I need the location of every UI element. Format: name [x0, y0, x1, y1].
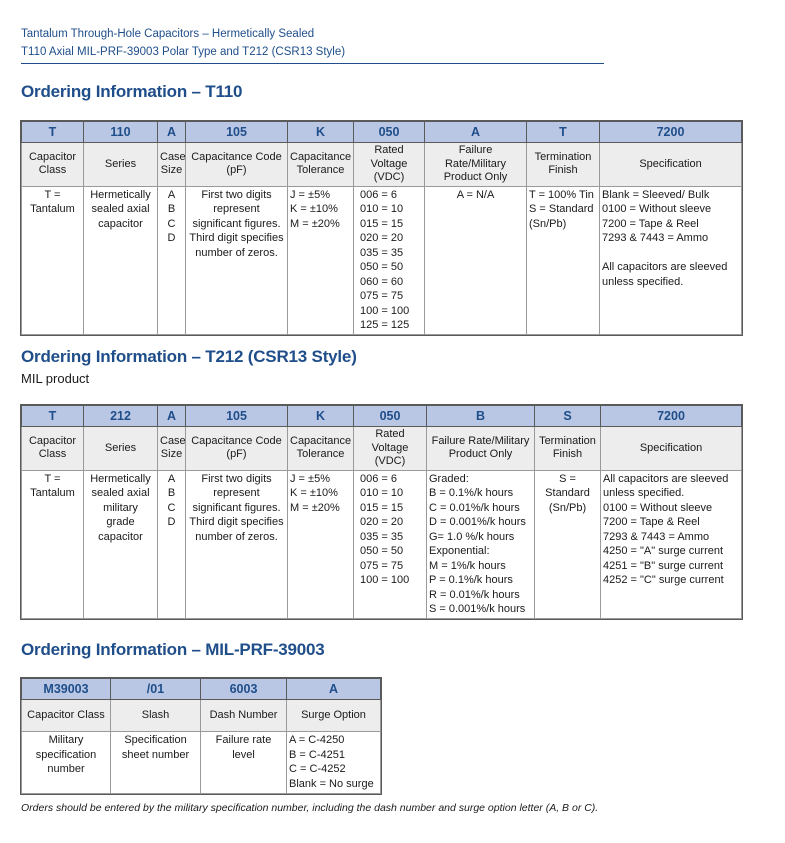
t110-code-termination: T: [527, 122, 600, 143]
t110-code-voltage: 050: [354, 122, 425, 143]
mil-names-row: [22, 700, 381, 732]
mil-val-slash: Specification sheet number: [111, 732, 201, 794]
t110-values-row: [22, 186, 742, 334]
t212-code-specification: 7200: [601, 406, 742, 427]
t110-ordering-table: [21, 121, 742, 335]
t110-val-case: A B C D: [158, 186, 186, 334]
t110-val-specification: Blank = Sleeved/ Bulk 0100 = Without sleeve 7200 = Tape & Reel 7293 & 7443 = Ammo All capacitors are sleeved unless specified.: [600, 186, 742, 334]
t110-name-termination: Termination Finish: [527, 143, 600, 187]
t212-code-failure-rate: B: [427, 406, 535, 427]
t110-name-failure-rate: Failure Rate/Military Product Only: [425, 143, 527, 187]
mil-code-class: M39003: [22, 679, 111, 700]
t110-code-row: [22, 122, 742, 143]
t110-code-case: A: [158, 122, 186, 143]
mil-name-surge: Surge Option: [287, 700, 381, 732]
mil-section-title: Ordering Information – MIL-PRF-39003: [21, 640, 325, 659]
t212-name-failure-rate: Failure Rate/Military Product Only: [427, 427, 535, 471]
t110-val-failure-rate: A = N/A: [425, 186, 527, 334]
t212-ordering-table: [21, 405, 742, 619]
t110-val-termination: T = 100% Tin S = Standard (Sn/Pb): [527, 186, 600, 334]
mil-code-dash: 6003: [201, 679, 287, 700]
t110-names-row: [22, 143, 742, 187]
header-divider: [21, 63, 604, 64]
t110-code-series: 110: [84, 122, 158, 143]
t110-code-class: T: [22, 122, 84, 143]
mil-name-dash: Dash Number: [201, 700, 287, 732]
mil-val-surge: A = C-4250 B = C-4251 C = C-4252 Blank = No surge: [287, 732, 381, 794]
t110-val-class: T = Tantalum: [22, 186, 84, 334]
t212-val-class: T = Tantalum: [22, 470, 84, 618]
t110-code-specification: 7200: [600, 122, 742, 143]
t212-names-row: [22, 427, 742, 471]
mil-ordering-table: [21, 678, 381, 794]
t212-code-capacitance: 105: [186, 406, 288, 427]
t212-code-termination: S: [535, 406, 601, 427]
t212-values-row: [22, 470, 742, 618]
t212-code-series: 212: [84, 406, 158, 427]
mil-code-row: [22, 679, 381, 700]
t110-val-tolerance: J = ±5% K = ±10% M = ±20%: [288, 186, 354, 334]
t110-name-voltage: Rated Voltage (VDC): [354, 143, 425, 187]
t110-val-voltage: 006 = 6 010 = 10 015 = 15 020 = 20 035 = 35 050 = 50 060 = 60 075 = 75 100 = 100 125 = 125: [354, 186, 425, 334]
t212-val-case: A B C D: [158, 470, 186, 618]
t212-val-series: Hermetically sealed axial military grade capacitor: [84, 470, 158, 618]
t110-val-series: Hermetically sealed axial capacitor: [84, 186, 158, 334]
t212-name-voltage: Rated Voltage (VDC): [354, 427, 427, 471]
t110-name-case: Case Size: [158, 143, 186, 187]
t212-val-voltage: 006 = 6 010 = 10 015 = 15 020 = 20 035 = 35 050 = 50 075 = 75 100 = 100: [354, 470, 427, 618]
t110-name-capacitance: Capacitance Code (pF): [186, 143, 288, 187]
mil-val-class: Military specification number: [22, 732, 111, 794]
t110-name-specification: Specification: [600, 143, 742, 187]
t212-val-failure-rate: Graded: B = 0.1%/k hours C = 0.01%/k hours D = 0.001%/k hours G= 1.0 %/k hours Exponential: M = 1%/k hours P = 0.1%/k hours R = 0.01%/k hours S = 0.001%/k hours: [427, 470, 535, 618]
t212-code-tolerance: K: [288, 406, 354, 427]
t110-code-capacitance: 105: [186, 122, 288, 143]
t110-code-tolerance: K: [288, 122, 354, 143]
t212-name-class: Capacitor Class: [22, 427, 84, 471]
t212-code-class: T: [22, 406, 84, 427]
mil-values-row: [22, 732, 381, 794]
t212-name-termination: Termination Finish: [535, 427, 601, 471]
t212-code-case: A: [158, 406, 186, 427]
header-line-2: T110 Axial MIL-PRF-39003 Polar Type and T212 (CSR13 Style): [21, 46, 346, 58]
t110-section-title: Ordering Information – T110: [21, 82, 243, 101]
t110-name-series: Series: [84, 143, 158, 187]
header-line-1: Tantalum Through-Hole Capacitors – Hermetically Sealed: [21, 28, 315, 40]
mil-code-surge: A: [287, 679, 381, 700]
t212-name-tolerance: Capacitance Tolerance: [288, 427, 354, 471]
mil-code-slash: /01: [111, 679, 201, 700]
t110-val-capacitance: First two digits represent significant figures. Third digit specifies number of zeros.: [186, 186, 288, 334]
t110-name-tolerance: Capacitance Tolerance: [288, 143, 354, 187]
t212-code-row: [22, 406, 742, 427]
t212-name-specification: Specification: [601, 427, 742, 471]
t212-subtitle: MIL product: [21, 371, 90, 386]
t212-val-specification: All capacitors are sleeved unless specified. 0100 = Without sleeve 7200 = Tape & Reel 7293 & 7443 = Ammo 4250 = "A" surge current 4251 = "B" surge current 4252 = "C" surge current: [601, 470, 742, 618]
t212-name-capacitance: Capacitance Code (pF): [186, 427, 288, 471]
mil-name-class: Capacitor Class: [22, 700, 111, 732]
t110-code-failure-rate: A: [425, 122, 527, 143]
t212-val-termination: S = Standard (Sn/Pb): [535, 470, 601, 618]
t212-section-title: Ordering Information – T212 (CSR13 Style): [21, 347, 357, 366]
t212-code-voltage: 050: [354, 406, 427, 427]
mil-val-dash: Failure rate level: [201, 732, 287, 794]
t212-name-case: Case Size: [158, 427, 186, 471]
t212-name-series: Series: [84, 427, 158, 471]
t212-val-capacitance: First two digits represent significant figures. Third digit specifies number of zeros.: [186, 470, 288, 618]
mil-order-note: Orders should be entered by the military specification number, including the dash number and surge option letter (A, B or C).: [21, 802, 599, 814]
mil-name-slash: Slash: [111, 700, 201, 732]
t110-name-class: Capacitor Class: [22, 143, 84, 187]
t212-val-tolerance: J = ±5% K = ±10% M = ±20%: [288, 470, 354, 618]
